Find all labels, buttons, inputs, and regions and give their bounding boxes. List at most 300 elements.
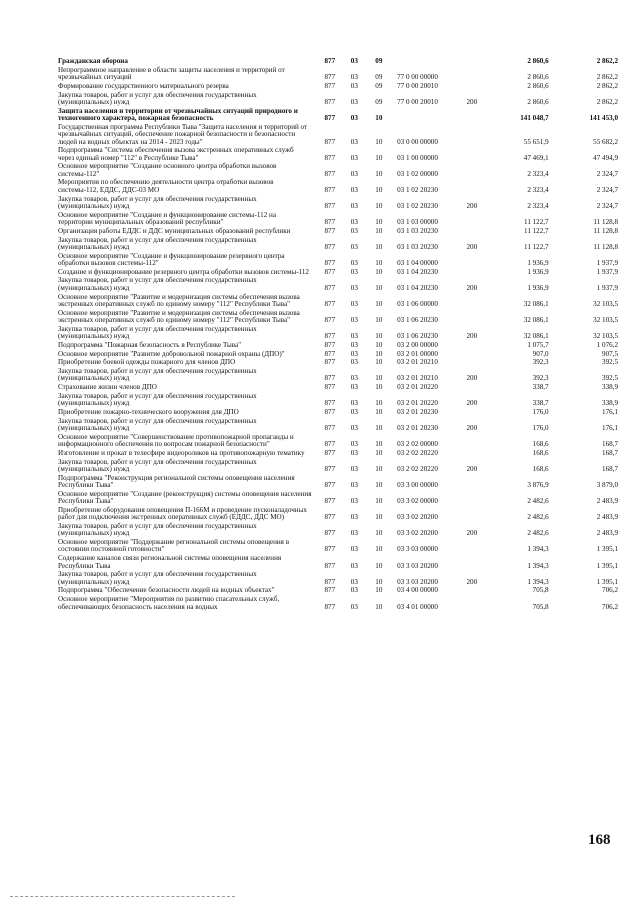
row-expense-type (461, 179, 483, 195)
row-name: Основное мероприятие "Создание и функционирование резервного центра обработки вызовов системы-112" (58, 251, 285, 268)
row-name: Изготовление и прокат в телесфире видеороликов на противопожарную тематику (58, 448, 305, 457)
row-subsection-code: 10 (375, 283, 383, 292)
row-section-code: 03 (350, 114, 358, 123)
row-expense-type (461, 212, 483, 228)
row-target-article: 03 1 04 00000 (397, 259, 438, 268)
table-row (58, 294, 618, 310)
row-section-code: 03 (350, 340, 358, 349)
row-amount-year1: 168,6 (532, 464, 549, 473)
row-ved-code: 877 (324, 383, 336, 392)
row-ved-code: 877 (324, 358, 336, 367)
row-expense-type: 200 (466, 283, 478, 292)
row-subsection-code: 09 (375, 73, 383, 82)
row-amount-year2: 2 862,2 (596, 97, 618, 106)
row-expense-type (461, 539, 483, 555)
table-row (58, 459, 618, 475)
table-row (58, 212, 618, 228)
row-section-code: 03 (350, 349, 358, 358)
row-amount-year2: 907,5 (602, 349, 618, 358)
row-target-article: 03 3 03 20200 (397, 561, 438, 570)
row-subsection-code: 10 (375, 374, 383, 383)
row-amount-year2: 176,1 (602, 424, 618, 432)
table-row (58, 326, 618, 342)
row-target-article: 03 1 06 20230 (397, 316, 438, 325)
row-expense-type (461, 83, 483, 92)
row-amount-year1: 2 860,6 (527, 97, 549, 106)
table-row (58, 179, 618, 195)
row-amount-year1: 1 394,3 (527, 561, 549, 570)
table-row (58, 124, 618, 148)
row-ved-code: 877 (324, 218, 336, 227)
row-ved-code: 877 (324, 340, 336, 349)
row-ved-code: 877 (324, 185, 336, 194)
row-expense-type (461, 555, 483, 571)
row-target-article: 03 3 02 20200 (397, 529, 438, 538)
row-amount-year1: 2 860,6 (527, 81, 549, 90)
scan-artifact-line (10, 896, 235, 898)
row-amount-year2: 392,5 (602, 374, 618, 383)
row-expense-type (461, 491, 483, 507)
row-section-code: 03 (350, 97, 358, 106)
row-section-code: 03 (350, 73, 358, 82)
row-subsection-code: 10 (375, 358, 383, 367)
row-section-code: 03 (350, 448, 358, 457)
row-amount-year1: 176,0 (532, 407, 549, 416)
row-amount-year1: 32 086,1 (523, 332, 549, 341)
row-expense-type (461, 147, 483, 163)
row-target-article: 03 3 02 00000 (397, 497, 438, 506)
row-name: Закупка товаров, работ и услуг для обеспечения государственных (муниципальных) нужд (58, 366, 257, 383)
row-amount-year1: 55 651,9 (523, 137, 549, 146)
row-section-code: 03 (350, 242, 358, 251)
row-target-article: 03 2 01 20210 (397, 374, 438, 383)
row-subsection-code: 10 (375, 577, 383, 586)
row-section-code: 03 (350, 383, 358, 392)
row-amount-year2: 168,7 (602, 464, 618, 473)
row-subsection-code: 09 (375, 57, 383, 65)
table-row (58, 475, 618, 491)
row-target-article: 03 2 01 00000 (397, 349, 438, 358)
row-target-article: 03 1 02 20230 (397, 201, 438, 210)
row-expense-type (461, 294, 483, 310)
row-subsection-code: 10 (375, 545, 383, 554)
row-expense-type (461, 228, 483, 237)
row-amount-year2: 3 879,0 (596, 481, 618, 490)
row-amount-year1: 2 323,4 (527, 185, 549, 194)
table-row (58, 507, 618, 523)
row-subsection-code: 10 (375, 424, 383, 432)
row-name: Государственная программа Республики Тыва "Защита населения и территорий от чрезвычайных ситуаций, обеспечение пожарной безопасности и безопасности людей на водных объектах на 2014 - 2023 годы" (58, 122, 308, 146)
row-amount-year2: 141 453,0 (589, 114, 618, 123)
row-target-article: 03 3 00 00000 (397, 481, 438, 490)
row-expense-type (461, 384, 483, 393)
row-ved-code: 877 (324, 267, 336, 276)
row-amount-year1: 47 469,1 (523, 153, 549, 162)
row-section-code: 03 (350, 185, 358, 194)
row-subsection-code: 10 (375, 399, 383, 408)
table-row (58, 571, 618, 587)
row-subsection-code: 10 (375, 226, 383, 235)
row-amount-year1: 3 876,9 (527, 481, 549, 490)
row-target-article: 77 0 00 00000 (397, 73, 438, 82)
row-ved-code: 877 (324, 137, 336, 146)
row-ved-code: 877 (324, 57, 336, 65)
row-subsection-code: 10 (375, 332, 383, 341)
row-ved-code: 877 (324, 440, 336, 449)
row-target-article: 03 1 03 00000 (397, 218, 438, 227)
row-section-code: 03 (350, 226, 358, 235)
row-expense-type: 200 (466, 464, 478, 473)
row-section-code: 03 (350, 81, 358, 90)
row-target-article: 03 1 04 20230 (397, 267, 438, 276)
row-amount-year1: 1 936,9 (527, 267, 549, 276)
row-amount-year2: 338,9 (602, 383, 618, 392)
row-section-code: 03 (350, 374, 358, 383)
row-section-code: 03 (350, 169, 358, 178)
table-row (58, 596, 618, 612)
row-section-code: 03 (350, 577, 358, 586)
row-name: Основное мероприятие "Создание и функционирование системы-112 на территории муниципальных образований республики" (58, 210, 276, 227)
row-subsection-code: 10 (375, 114, 383, 123)
row-amount-year2: 1 076,2 (596, 340, 618, 349)
row-amount-year2: 47 494,9 (593, 153, 618, 162)
row-amount-year1: 907,0 (532, 349, 549, 358)
row-name: Подпрограмма "Пожарная безопасность в Республике Тыва" (58, 340, 242, 349)
row-section-code: 03 (350, 481, 358, 490)
row-name: Основное мероприятие "Создание основного центра обработки вызовов системы-112" (58, 162, 277, 178)
row-expense-type (461, 269, 483, 278)
row-name: Гражданская оборона (58, 57, 128, 65)
row-amount-year1: 168,6 (532, 440, 549, 449)
row-target-article: 03 1 06 20230 (397, 332, 438, 341)
row-name: Закупка товаров, работ и услуг для обеспечения государственных (муниципальных) нужд (58, 570, 257, 586)
row-ved-code: 877 (324, 448, 336, 457)
row-amount-year1: 705,8 (532, 586, 549, 595)
row-subsection-code: 10 (375, 169, 383, 178)
table-row (58, 418, 618, 434)
row-name: Закупка товаров, работ и услуг для обеспечения государственных (муниципальных) нужд (58, 235, 257, 251)
row-ved-code: 877 (324, 561, 336, 570)
row-target-article: 03 1 02 20230 (397, 185, 438, 194)
row-amount-year1: 338,7 (532, 383, 549, 392)
row-amount-year2: 2 862,2 (596, 73, 618, 82)
row-amount-year2: 32 103,5 (593, 299, 618, 308)
row-expense-type: 200 (466, 242, 478, 251)
row-ved-code: 877 (324, 114, 336, 123)
row-amount-year2: 1 937,9 (596, 259, 618, 268)
row-section-code: 03 (350, 545, 358, 554)
row-target-article: 03 4 01 00000 (397, 602, 438, 611)
row-section-code: 03 (350, 201, 358, 210)
row-name: Мероприятия по обеспечению деятельности центра отработки вызовов системы-112, ЕДДС, ДДС-03 МО (58, 178, 274, 194)
row-expense-type (461, 253, 483, 269)
row-subsection-code: 10 (375, 448, 383, 457)
row-name: Основное мероприятие "Создание (реконструкция) системы оповещения населения Республики Тыва" (58, 489, 312, 506)
row-ved-code: 877 (324, 316, 336, 325)
row-ved-code: 877 (324, 259, 336, 268)
row-target-article: 77 0 00 20010 (397, 97, 438, 106)
row-subsection-code: 10 (375, 349, 383, 358)
row-expense-type: 200 (466, 577, 478, 586)
row-amount-year1: 392,3 (532, 374, 549, 383)
table-row (58, 108, 618, 124)
table-row (58, 555, 618, 571)
row-name: Приобретение пожарно-технического вооружения для ДПО (58, 407, 239, 416)
row-amount-year2: 1 937,9 (596, 267, 618, 276)
row-name: Содержание каналов связи региональной системы оповещения населения Республики Тыва (58, 554, 282, 570)
row-name: Организация работы ЕДДС и ДДС муниципальных образований республики (58, 226, 291, 235)
row-name: Защита населения и территории от чрезвычайных ситуаций природного и техногенного характера, пожарная безопасность (58, 106, 298, 123)
row-expense-type: 200 (466, 424, 478, 432)
row-section-code: 03 (350, 399, 358, 408)
row-target-article: 03 2 01 20210 (397, 358, 438, 367)
row-expense-type (461, 359, 483, 368)
row-section-code: 03 (350, 440, 358, 449)
row-expense-type (461, 587, 483, 596)
row-expense-type: 200 (466, 97, 478, 106)
row-ved-code: 877 (324, 464, 336, 473)
row-expense-type: 200 (466, 399, 478, 408)
row-subsection-code: 10 (375, 316, 383, 325)
row-subsection-code: 10 (375, 153, 383, 162)
row-amount-year2: 11 128,8 (593, 218, 618, 227)
row-section-code: 03 (350, 407, 358, 416)
row-target-article: 03 2 01 20230 (397, 424, 438, 432)
row-section-code: 03 (350, 153, 358, 162)
row-amount-year2: 55 682,2 (593, 137, 618, 146)
row-ved-code: 877 (324, 73, 336, 82)
row-section-code: 03 (350, 259, 358, 268)
row-target-article: 03 3 02 20200 (397, 513, 438, 522)
row-subsection-code: 10 (375, 602, 383, 611)
row-amount-year1: 705,8 (532, 602, 549, 611)
row-amount-year2: 2 324,7 (596, 185, 618, 194)
row-ved-code: 877 (324, 201, 336, 210)
row-ved-code: 877 (324, 332, 336, 341)
row-target-article: 03 4 00 00000 (397, 586, 438, 595)
row-expense-type (461, 596, 483, 612)
row-section-code: 03 (350, 283, 358, 292)
row-amount-year1: 2 860,6 (527, 57, 549, 65)
row-amount-year1: 1 936,9 (527, 283, 549, 292)
row-expense-type (461, 507, 483, 523)
table-row (58, 163, 618, 179)
row-target-article: 03 1 06 00000 (397, 299, 438, 308)
row-subsection-code: 10 (375, 440, 383, 449)
row-section-code: 03 (350, 316, 358, 325)
row-subsection-code: 10 (375, 267, 383, 276)
row-target-article: 03 2 02 20220 (397, 448, 438, 457)
row-section-code: 03 (350, 137, 358, 146)
row-name: Подпрограмма "Реконструкция региональной системы оповещения населения Республики Тыва" (58, 473, 295, 490)
row-subsection-code: 10 (375, 586, 383, 595)
row-subsection-code: 09 (375, 97, 383, 106)
row-expense-type (461, 163, 483, 179)
row-amount-year1: 2 323,4 (527, 169, 549, 178)
row-amount-year2: 338,9 (602, 399, 618, 408)
budget-table-body (58, 58, 618, 612)
row-target-article: 03 1 04 20230 (397, 283, 438, 292)
row-name: Закупка товаров, работ и услуг для обеспечения государственных (муниципальных) нужд (58, 521, 257, 538)
row-name: Основное мероприятие "Поддержание региональной системы оповещения в состоянии постоянной готовности" (58, 538, 290, 554)
row-name: Основное мероприятие "Совершенствование противопожарной пропаганды и информационного обеспечения по вопросам пожарной безопасности" (58, 432, 294, 449)
row-name: Закупка товаров, работ и услуг для обеспечения государственных (муниципальных) нужд (58, 457, 257, 473)
row-subsection-code: 10 (375, 513, 383, 522)
row-section-code: 03 (350, 513, 358, 522)
row-target-article: 03 0 00 00000 (397, 137, 438, 146)
row-section-code: 03 (350, 332, 358, 341)
row-target-article (391, 108, 460, 124)
row-ved-code: 877 (324, 374, 336, 383)
row-section-code: 03 (350, 529, 358, 538)
row-section-code: 03 (350, 561, 358, 570)
row-ved-code: 877 (324, 577, 336, 586)
row-name: Закупка товаров, работ и услуг для обеспечения государственных (муниципальных) нужд (58, 194, 257, 210)
row-subsection-code: 10 (375, 561, 383, 570)
row-amount-year1: 168,6 (532, 448, 549, 457)
row-amount-year1: 1 394,3 (527, 545, 549, 554)
row-subsection-code: 10 (375, 242, 383, 251)
row-subsection-code: 10 (375, 218, 383, 227)
table-row (58, 237, 618, 253)
row-ved-code: 877 (324, 545, 336, 554)
row-expense-type: 200 (466, 374, 478, 383)
row-amount-year2: 2 483,9 (596, 513, 618, 522)
row-expense-type (461, 342, 483, 351)
row-target-article: 03 1 02 00000 (397, 169, 438, 178)
row-target-article: 03 2 02 20220 (397, 464, 438, 473)
row-expense-type (461, 434, 483, 450)
row-amount-year2: 2 862,2 (596, 81, 618, 90)
row-amount-year2: 2 483,9 (596, 529, 618, 538)
row-amount-year1: 338,7 (532, 399, 549, 408)
row-expense-type (461, 450, 483, 459)
row-expense-type (461, 351, 483, 360)
row-amount-year2: 1 395,1 (596, 545, 618, 554)
row-ved-code: 877 (324, 226, 336, 235)
row-amount-year1: 1 394,3 (527, 577, 549, 586)
row-amount-year1: 2 482,6 (527, 513, 549, 522)
row-expense-type (461, 475, 483, 491)
row-ved-code: 877 (324, 399, 336, 408)
row-amount-year1: 2 482,6 (527, 529, 549, 538)
row-target-article (391, 58, 460, 67)
row-amount-year2: 706,2 (602, 586, 618, 595)
row-amount-year1: 1 075,7 (527, 340, 549, 349)
row-subsection-code: 10 (375, 497, 383, 506)
row-name: Непрограммное направление в области защиты населения и территорий от чрезвычайных ситуаций (58, 65, 285, 82)
budget-table (58, 58, 618, 612)
row-amount-year2: 32 103,5 (593, 332, 618, 341)
row-amount-year2: 1 395,1 (596, 577, 618, 586)
row-section-code: 03 (350, 299, 358, 308)
row-expense-type (461, 310, 483, 326)
row-amount-year1: 1 936,9 (527, 259, 549, 268)
row-amount-year1: 11 122,7 (524, 226, 549, 235)
row-target-article: 03 2 01 20230 (397, 407, 438, 416)
row-amount-year2: 2 324,7 (596, 169, 618, 178)
row-amount-year2: 11 128,8 (593, 226, 618, 235)
row-name: Основное мероприятие "Развитие добровольной пожарной охраны (ДПО)" (58, 349, 285, 358)
row-name: Формирование государственного материального резерва (58, 81, 229, 90)
row-section-code: 03 (350, 267, 358, 276)
row-amount-year2: 168,7 (602, 448, 618, 457)
row-section-code: 03 (350, 57, 358, 65)
table-row (58, 310, 618, 326)
row-name: Приобретение боевой одежды пожарного для членов ДПО (58, 358, 236, 367)
row-amount-year2: 168,7 (602, 440, 618, 449)
row-section-code: 03 (350, 424, 358, 432)
table-row (58, 393, 618, 409)
row-section-code: 03 (350, 586, 358, 595)
row-amount-year1: 392,3 (532, 358, 549, 367)
row-target-article: 77 0 00 20010 (397, 81, 438, 90)
row-amount-year2: 392,5 (602, 358, 618, 367)
row-amount-year2: 32 103,5 (593, 316, 618, 325)
row-subsection-code: 10 (375, 481, 383, 490)
row-target-article: 03 1 00 00000 (397, 153, 438, 162)
row-name: Основное мероприятие "Мероприятия по развитию спасательных служб, обеспечивающих безопасность населения на водных (58, 595, 280, 611)
row-target-article: 03 1 03 20230 (397, 226, 438, 235)
row-amount-year1: 11 122,7 (524, 242, 549, 251)
table-row (58, 539, 618, 555)
row-amount-year1: 2 860,6 (527, 73, 549, 82)
row-subsection-code: 10 (375, 383, 383, 392)
table-row (58, 491, 618, 507)
row-target-article: 03 2 00 00000 (397, 340, 438, 349)
row-amount-year1: 2 323,4 (527, 201, 549, 210)
row-name: Приобретение оборудования оповещения П-166М и проведение пусконаладочных работ для подключения экстренных оперативных служб (ЕДДС, ДДС МО) (58, 505, 307, 522)
row-target-article: 03 2 01 20220 (397, 383, 438, 392)
row-ved-code: 877 (324, 497, 336, 506)
row-section-code: 03 (350, 218, 358, 227)
row-expense-type (461, 409, 483, 418)
row-name: Закупка товаров, работ и услуг для обеспечения государственных (муниципальных) нужд (58, 324, 257, 341)
row-ved-code: 877 (324, 299, 336, 308)
row-ved-code: 877 (324, 81, 336, 90)
table-row (58, 277, 618, 293)
row-ved-code: 877 (324, 349, 336, 358)
row-name: Подпрограмма "Система обеспечения вызова экстренных оперативных служб через единый номер "112" в Республике Тыва" (58, 146, 294, 162)
row-ved-code: 877 (324, 283, 336, 292)
row-expense-type: 200 (466, 529, 478, 538)
row-amount-year2: 706,2 (602, 602, 618, 611)
row-section-code: 03 (350, 602, 358, 611)
row-expense-type (461, 124, 483, 148)
row-amount-year1: 11 122,7 (524, 218, 549, 227)
row-name: Закупка товаров, работ и услуг для обеспечения государственных (муниципальных) нужд (58, 90, 257, 106)
row-subsection-code: 10 (375, 185, 383, 194)
row-section-code: 03 (350, 358, 358, 367)
table-row (58, 434, 618, 450)
table-row (58, 523, 618, 539)
table-row (58, 253, 618, 269)
row-amount-year1: 2 482,6 (527, 497, 549, 506)
row-amount-year1: 32 086,1 (523, 316, 549, 325)
row-expense-type (461, 108, 483, 124)
row-amount-year2: 2 324,7 (596, 201, 618, 210)
row-expense-type: 200 (466, 332, 478, 341)
row-amount-year1: 32 086,1 (523, 299, 549, 308)
row-subsection-code: 10 (375, 464, 383, 473)
row-target-article: 03 3 03 20200 (397, 577, 438, 586)
row-target-article: 03 3 03 00000 (397, 545, 438, 554)
row-target-article: 03 2 02 00000 (397, 440, 438, 449)
row-amount-year2: 1 937,9 (596, 283, 618, 292)
table-row (58, 147, 618, 163)
page-number: 168 (588, 832, 611, 848)
row-subsection-code: 10 (375, 259, 383, 268)
